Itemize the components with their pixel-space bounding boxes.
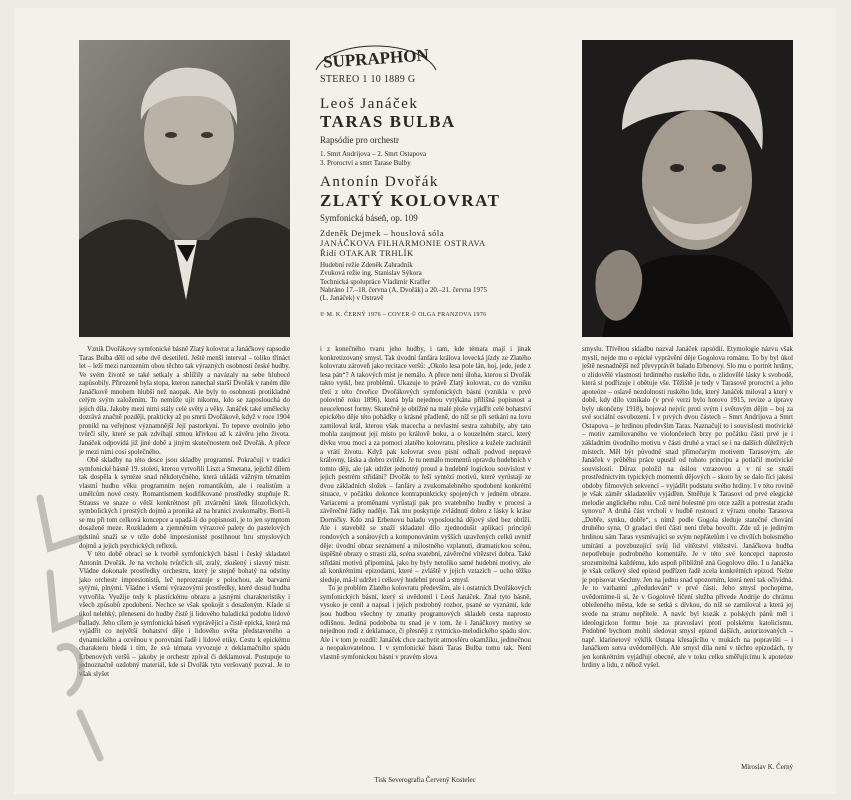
credit-line: Nahráno 17.–18. června (A. Dvořák) a 20.–21. června 1975	[320, 285, 487, 294]
portrait-bearded-man-image	[79, 40, 290, 337]
paragraph: V této době obrací se k tvorbě symfonických básní i český skladatel Antonín Dvořák. Je na vrcholu tvůrčích sil, zralý, zkušený i slavný mistr. Vládne dokonale prostředky orchestru, který je stejně bohatý na odstíny jako orchestr impresionistů, leč neprozrazuje s polochou, ale barvami sytými, plnými. Vládne i všemi výrazovými prostředky, které dosud hudba vytvořila. Využije tedy k plastickému obrazu a jasnými charakteristiky i všech způsobů zpodobení. Nechce se však spokojit s dosaženým. Klade si úkol nelehký, přeneseni do hudby čistě ji lidového baladická podobu lidové ballady. Jeho cílem je symfonická báseň vyprávějící a čistě epická, která má vyjádřit co největší bohatství děje i lidového světa představeného a dynamického a ozvěnou v porovnání řadě i lidové etiky. Cestu k epickému charakteru hledá i tím, že svá témata vyvozuje z deklamačního spádu Erbenových veršů – jakoby je orchestr zpíval či deklamoval. Postupuje to jednoznačně ozdobný materiál, kde si Dvořák tyto veršovaný pozval. Je to však slyšet	[79, 551, 290, 678]
paragraph: Obě skladby na této desce jsou skladby programní. Pokračují v tradici symfonické básně 19. století, kterou vytvořili Liszt a Smetana, jejichž dílem tak dospěla k syntéze snad někdotyčného, která ukládá vážným tématům vlastní hudbu věku programním nejen romantikům, ale i realistům a umělcům nové cesty. Romantismem kodifikované prostředky stupňuje R. Strauss ve snaze o větší konkrétnost při ztvárnění látek filozofických, symbolických i prostých dojmů a proniká až na hranici zvukomalby. Bortí-li se mu při tom celková koncepce a upadá-li do popisnosti, je to jen symptom dosažené meze. Rozkladem a zjemněním výrazové palety do pastelových odstínů snaží se v téže době impresionisté postihnout hru smyslových dojmů a jejich psychických reflexů.	[79, 457, 290, 550]
album-back-cover	[14, 8, 836, 794]
movements-line: 3. Proroctví a smrt Tarase Bulby	[320, 159, 411, 167]
svg-text:SUPRAPHON: SUPRAPHON	[322, 45, 430, 72]
orchestra: JANÁČKOVA FILHARMONIE OSTRAVA	[320, 238, 486, 248]
title-taras-bulba: TARAS BULBA	[320, 112, 456, 131]
paragraph: i z konečného tvaru jeho hudby, i tam, kde témata mají i jinak konkretizovaný smysl. Tak úvodní fanfára králova lovecká jízdy ze Zlatého kolovratu zároveň jako recitace veršů: „Okolo lesa pole lán, hoj, jede, jede z lesa pán“? A takových míst je nemálo. A přece není úloha, kterou si Dvořák takto vytkl, bez problémů. Ukazuje to právě Zlatý kolovrat, co do vzniku třetí z této čtveřice Dvořákových symfonických básní (vznikla v prvé polovině roku 1896), která byla nejednou vytýkána přílišná popisnost a neucelenost formy. Skutečně je obtížné na malé ploše vyjádřit celé bohatství epického děje této pohádky o krásné přadleně, do níž se při setkání na lovu zamiloval král, kterou však macecha a nevlastní sestra zahubily, aby tato mohla zaujmout její místo po králově boku, a o kouzelném starci, který dívku vrou mocí a za pomoci zlatého kolovratu, přeslice a kužele zachránil a vrátí životu. Když pak kolovrat svou písní odhalí podvod nepravé královny, láska a dobro zvítězí. Je tu nemálo momentů opravdu hudebních v tomto ději, ale jak udržet jednotný proud a hudebně logickou souvislost v jejich pestrém střídání? Dvořák to řeší syntézí motivů, které vyrůstají ze dvou základních složek – fanfáry a zvukomalebného spodobení konkrétní situace, v počátku dokonce kontrapunkticky spojených v jedném obraze. Variacemi a proměnami vyrůstají pak pro svatebního hudby v procesí a závěrečné řádky naděje. Tak mu poskytuje zvládnutí dobro z lásky k kráse Dorničky. Kdo zná Erbenovu baladu vyposlouchá dějový sled bez obtíží. Ale i staveběž se snaží skladatel dílo zjednodušit aplikací principů rondových a sonátových a komponováním vyšších uzavřených celků uvnitř děje: úvodní obraz seznámení a milostného vzplanutí, dramatickou scénu, úspěšné obrazy o strasti zlá, scéna svatební, závěrečné vítězství dobra. Také střídání motivů připomíná, jako by byly netoliko samé hudební motivy, ale až konkrétními epizodami, které – zvláště v jejich vztazích – ucho těžko sleduje, má-li udržet i celkový hudební proud a smysl.	[320, 346, 531, 584]
portrait-white-haired-man-image	[582, 40, 793, 337]
title-zlaty-kolovrat: ZLATÝ KOLOVRAT	[320, 191, 501, 210]
composer-janacek: Leoš Janáček	[320, 96, 419, 112]
printer-credit: Tisk Severografia Červený Kostelec	[374, 776, 476, 784]
composer-dvorak: Antonín Dvořák	[320, 174, 439, 190]
paragraph: To je problém Zlatého kolovratu především, ale i ostatních Dvořákových symfonických básní, který si uvědomil i Leoš Janáček. Znal tyto básně, vysoko je cenil a napsal i jejich podrobný rozbor, psané se vyznámí, kde jsou hudbou všechny ty zmatky programových skladeb cesta naprosto odlišnou. Jediná podoboba tu snad je v tom, že i Janáčkovy motivy se nejednou rodí z deklamace, či přesněji z rytmicko-melodického spádu slov. Ale i v tom je rozdíl: Janáček chce zachytit atmosféru okamžiku, jedinečnou a neopakovatelnou. I v symfonické básni Taras Bulba tomu tak. Není vlastně symfonickou básní v pravém slova	[320, 585, 531, 661]
subtitle-rapsodie: Rapsódie pro orchestr	[320, 135, 399, 145]
catalog-number: STEREO 1 10 1889 G	[320, 74, 416, 85]
performers-block	[320, 228, 486, 258]
conductor: Řídí OTAKAR TRHLÍK	[320, 248, 414, 258]
soloist: Zdeněk Dejmek – houslová sóla	[320, 228, 445, 238]
credit-line: Zvuková režie ing. Stanislav Sýkora	[320, 269, 422, 278]
movements-line: 1. Smrt Andrijova – 2. Smrt Ostapova	[320, 150, 427, 158]
credit-line: Technická spolupráce Vladimír Kraffer	[320, 277, 430, 286]
photo-janacek-portrait	[582, 40, 793, 337]
movements-list	[320, 150, 426, 168]
production-credits	[320, 261, 487, 302]
credit-line: (L. Janáček) v Ostravě	[320, 294, 384, 303]
subtitle-symfonicka-basen: Symfonická báseň, op. 109	[320, 213, 418, 223]
liner-notes-column-1	[79, 346, 290, 762]
liner-notes-column-3	[582, 346, 793, 762]
liner-notes-column-2	[320, 346, 531, 762]
photo-dvorak-portrait	[79, 40, 290, 337]
author-signature: Miroslav K. Černý	[741, 764, 793, 771]
copyright-line: ℗ M. K. ČERNÝ 1976 – COVER © OLGA FRANZOVA 1976	[320, 312, 487, 318]
paragraph: smyslu. Třívětou skladbu nazval Janáček rapsódií. Etymologie názvu však myslí, nejde mu o epické vyprávění děje Gogolova románu. To by byl úkol ještě nesnadnější než převyprávět baladu Erbenovy. Slo mu o portrét hrdiny, o zlidovělé vlastnosti hrdinného ruského lidu, o zlidovělé lásky k svobodě, která si podřizuje i obětuje vše. Těžiště je tedy v Tarasově proroctví a jeho apoteóze – oslavě nezdolnosti ruského lidu, který Janáček miloval a který v době, kdy dílo vznikalo (v prvé verzi bylo hotovo 1915, revize a úpravy byly ukončeny 1918), bojoval nejvíc proti svým i světovým dějin – boj za své sociální osvobození. I v prvých dvou částech – Smrt Andrijova a Smrt Ostapova – je hrdinou především Taras. Naznačují to i souvislosti motivické – motiv zamilovaného ve violončelech brzy po počátku části prvé je i základním úvodního motivu v části druhé a vrací se i na dalších důležitých místech. Měl být původně snad přímočarým motivem Tarasovým, ale Janáček v průběhu práce upustil od tohoto principu a potlačil motivické souvislosti. Důraz položil na úsilou vzrazovou a v ní se snaží prostřednictvím typických momentů dějových – skoro by se dalo říci jakési obdoby filmových sekvencí – vyjádřit podstatu svého hrdiny. I v této rovině je však záměr skladatelův vyjádřen. Směřuje k Tarasovi od prvé elegické melodie anglického rohu. Což není bolestné pro otce zažít a potrestat zradu synovu? A druhá část vrcholí v hudbě rostoucí z výrazu onoho Tarasova „Dobře, synku, dobře“, s nímž podle Gogola sleduje statečné chování druhého syna. O gradaci třetí části není třeba hovořit. Zde už je jediným hrdinou sám Taras vysmívající se svým nepřátelům i ve chvílích bolestného umírání a povzbuzující svůj lid vítězství vítězství. Janáčkova hudba nepotřebuje podrobného komentáře. Je v této své koncepci naprosto srozumitelná každému, kdo aspoň přibližně zná Gogolovo dílo. I u Janáčka je však celkový sled epizod podřízen řadě zcela konkrétních epizod. Nelze je popisovat všechny. Jen na jednu snad upozorním, která není tak očividná. Je to varhanní „předudování“ v prvé části. Jeho smysl pochopíme, uvědomíme-li si, že v Gogolově líčení služba přivede Andrije do chrámu obleženého města, kde se setká s dívkou, do níž se zamiloval a která jej svede na stranu nepřítele. A navíc byl kozák z polských pánů měl i ideologickou formu boje za pravoslaví proti polskému katolicismu. Podobně bychom mohli sledovat smysl epizod dalších, autorizovaných – např. klarinetový výkřik Ostapa křesajícího v mukách na popravišti – i Janáčkem sotva uvědomělých. Ale smysl díla není v těchto epizodách, ty jen konkrétním vyjádřují obecné, ale v toku celku směřujícímu k apoteóze hrdiny a lidu, z něhož vyšel.	[582, 346, 793, 670]
paragraph: Vznik Dvořákovy symfonické básně Zlatý kolovrat a Janáčkovy rapsodie Taras Bulba dělí od sebe dvě desetiletí. Ještě menší interval – toliko třináct let – leží mezi narozením obou těchto tak výrazných osobností české hudby. Ve svém životě se také setkaly a sblížily a navázaly na sebe hlubocé zapůsobily. Přirozeně byla stopa, kterou zanechal starší Dvořák v raném díle Janáčkově mnohem hlubší než naopak. Ale byly to osobnosti protikladné celým svým založením. To nemůže ujít nikomu, kdo se zaposlouchá do jejich díla. Jakoby mezi nimi stály celé světy a věky. Janáček také umělecky dozrává značně později, prakticky až po smrti Dvořákově, když v roce 1904 pronikl na veřejnost významnější Její pastorkyní. To tepeve uvolnilo jeho tvůrčí síly, které se pak zdvíhají stmou křivkou až k závěru jeho života. Janáček odpovídá již jiné době a jiným skutečnostem než Dvořák. A přece je mezi nimi cosi společného.	[79, 346, 290, 456]
credit-line: Hudební režie Zdeněk Zahradník	[320, 261, 413, 269]
